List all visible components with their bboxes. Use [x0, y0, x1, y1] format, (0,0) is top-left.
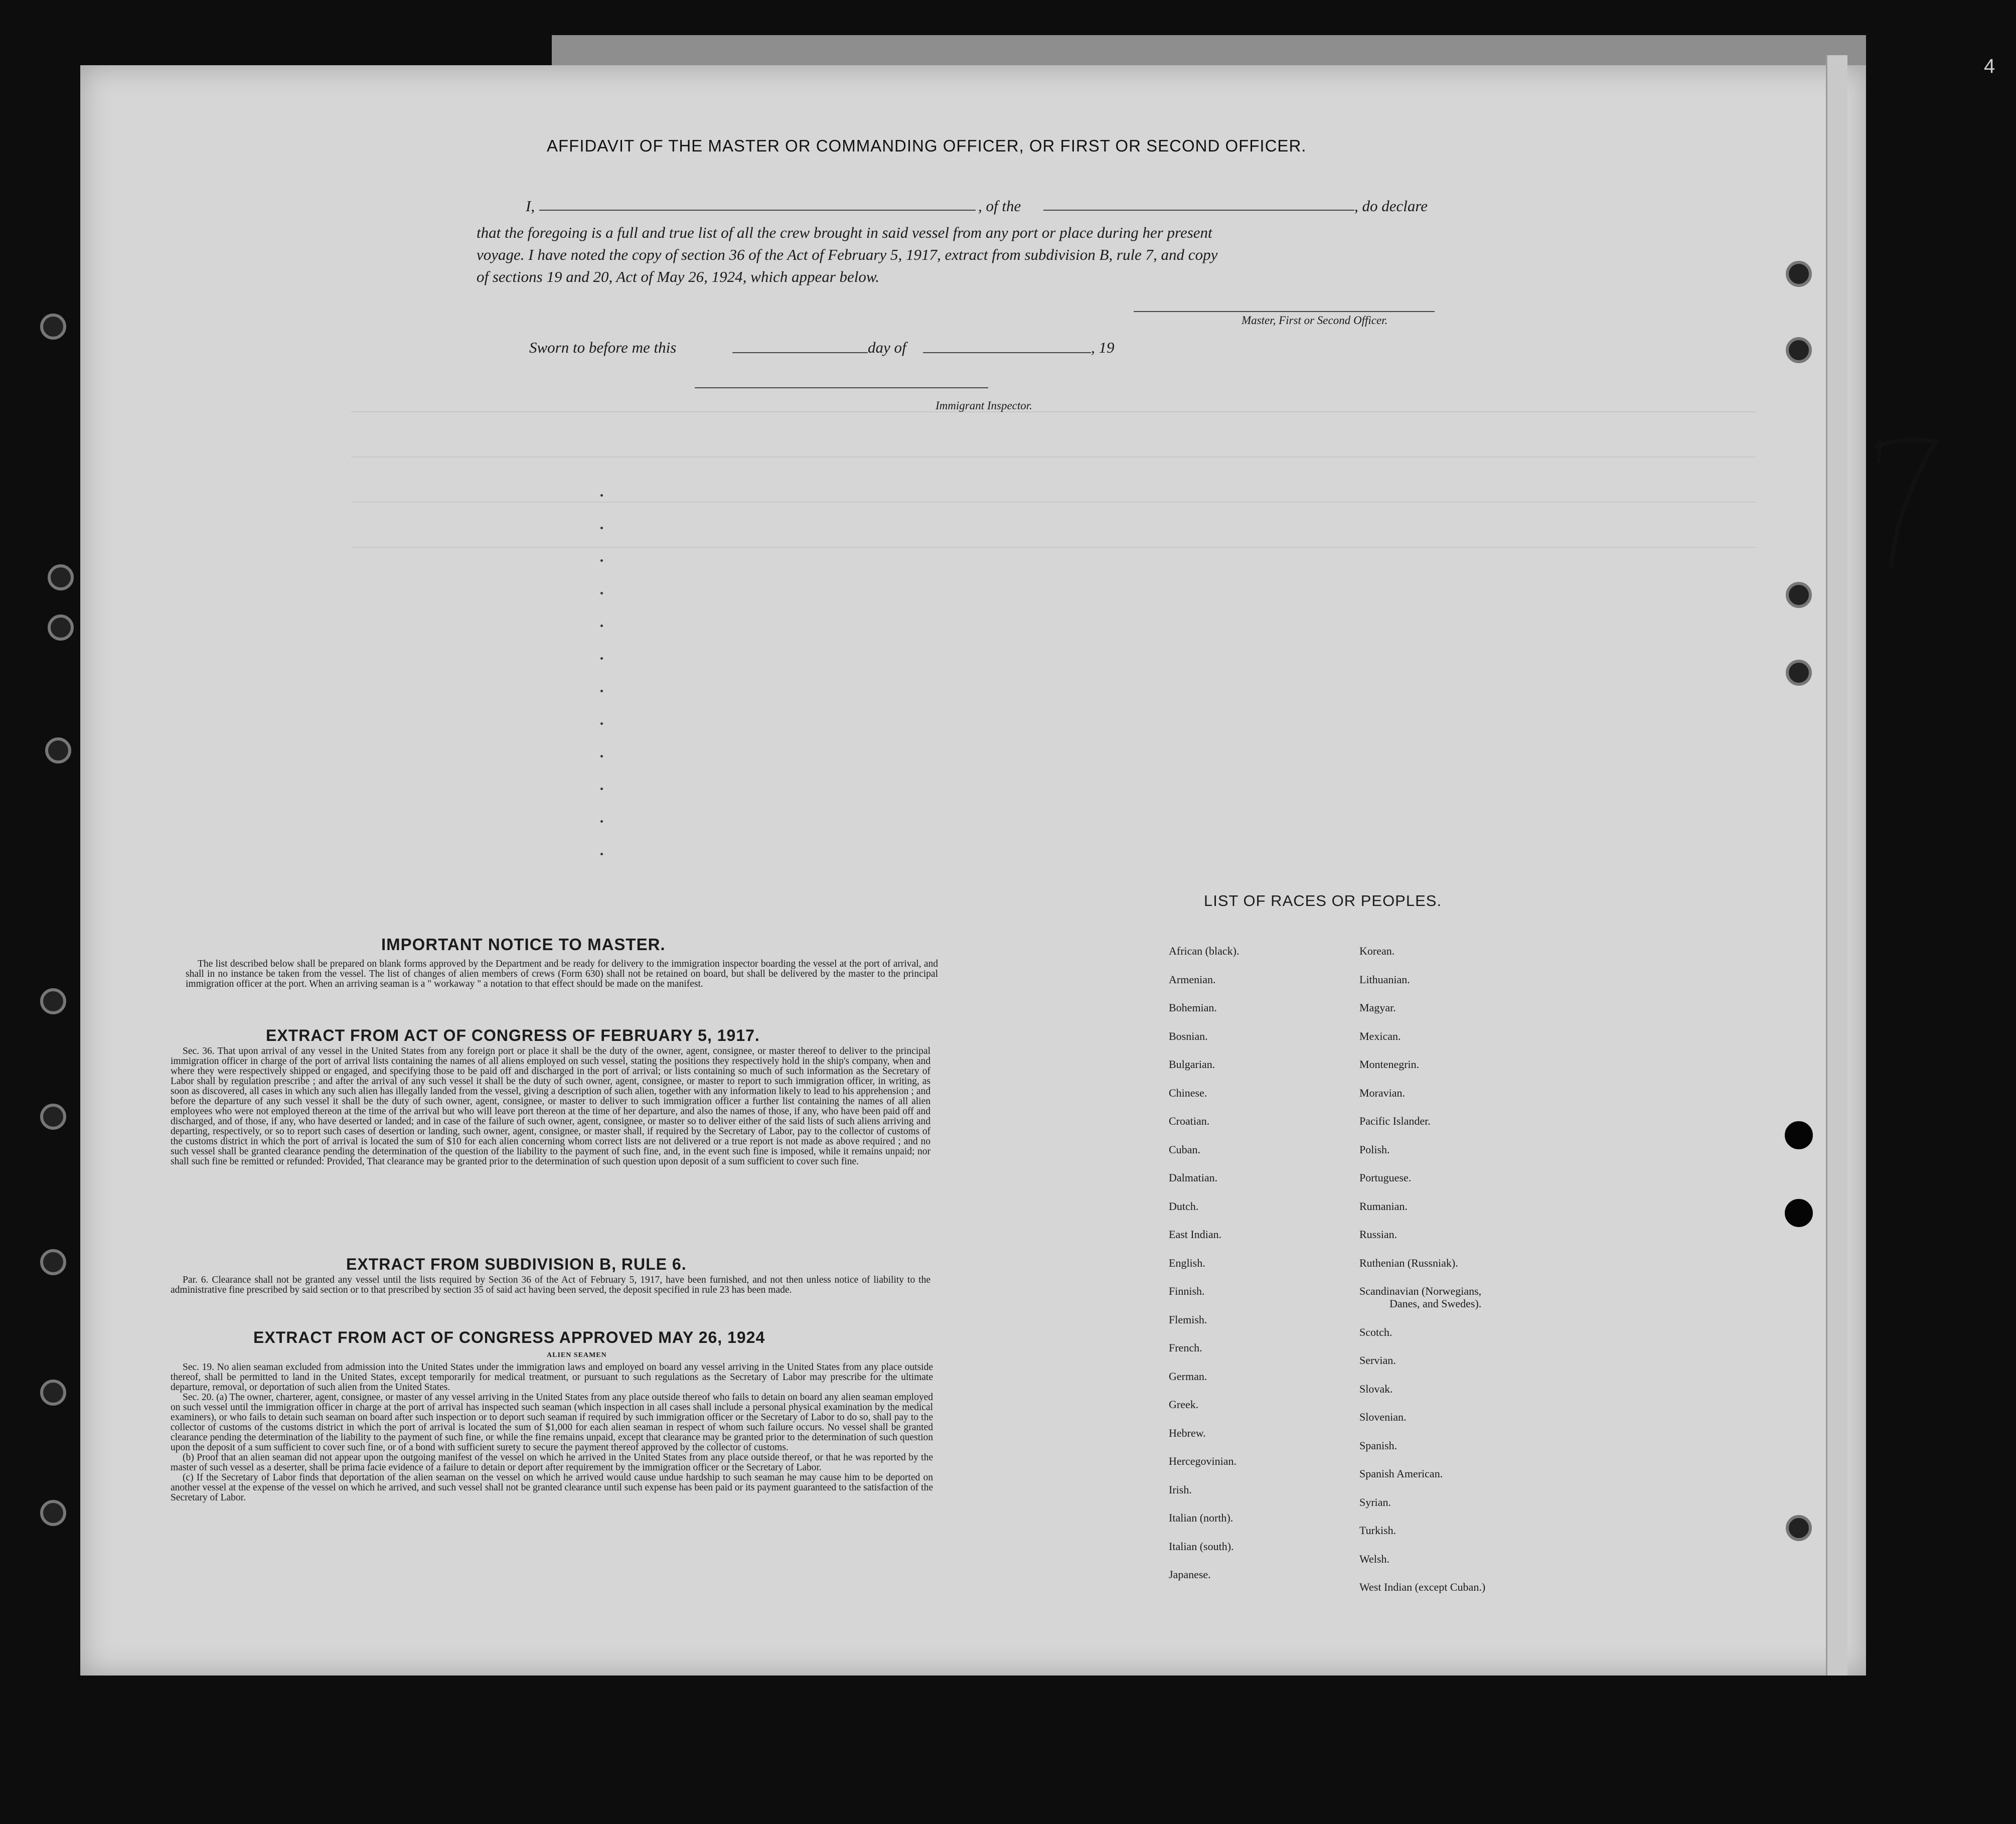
binder-hole [1786, 582, 1812, 608]
race-right-item: Scandinavian (Norwegians, [1359, 1285, 1482, 1297]
race-left-item: Hercegovinian. [1169, 1455, 1236, 1467]
races-title: LIST OF RACES OR PEOPLES. [1204, 892, 1442, 909]
binder-hole [48, 564, 74, 590]
race-right-item: Slovenian. [1359, 1411, 1407, 1424]
race-left-item: Bohemian. [1169, 1001, 1217, 1014]
race-left-item: English. [1169, 1256, 1205, 1269]
ditto-dot [600, 853, 603, 855]
race-right-item: Syrian. [1359, 1495, 1391, 1508]
race-left-item: Flemish. [1169, 1313, 1207, 1326]
race-right-item: Montenegrin. [1359, 1058, 1420, 1071]
race-right-item: Turkish. [1359, 1524, 1397, 1537]
ditto-dot [600, 657, 603, 660]
sworn-label: Sworn to before me this [529, 339, 677, 356]
binder-hole [40, 314, 66, 340]
race-left-item: Chinese. [1169, 1086, 1207, 1099]
race-right-item: Lithuanian. [1359, 973, 1410, 986]
sec-19-paragraph: Sec. 19. No alien seaman excluded from admission into the United States under the immigration laws and employed on board any vessel arriving in the United States from any place outside thereof, shall be permitted to land in the United States, except temporarily for medical treatment, or pursuant to such regulations as the Secretary of Labor may prescribe for the ultimate departure, removal, or deportation of such alien from the United States. [171, 1362, 933, 1393]
race-right-item: Polish. [1359, 1143, 1390, 1156]
ditto-dot [600, 690, 603, 692]
inspector-signature-line [695, 387, 988, 388]
binder-hole [40, 1500, 66, 1526]
race-right-item: Danes, and Swedes). [1389, 1297, 1482, 1310]
affidavit-title: AFFIDAVIT OF THE MASTER OR COMMANDING OFFICER, OR FIRST OR SECOND OFFICER. [547, 136, 1307, 155]
race-right-item: Ruthenian (Russniak). [1359, 1256, 1458, 1269]
race-left-item: Armenian. [1169, 973, 1216, 986]
sec-20c-paragraph: (c) If the Secretary of Labor finds that deportation of the alien seaman on the vessel on which he arrived would cause undue hardship to such seaman he may cause him to be deported on another vessel at the expense of the vessel on which he arrived, and such vessel shall not be granted clearance until such expense has been paid or its payment guaranteed to the satisfaction of the Secretary of Labor. [171, 1472, 933, 1503]
sheet-edge [1826, 55, 1847, 1676]
ditto-dot [600, 527, 603, 529]
alien-seamen-subtitle: ALIEN SEAMEN [547, 1351, 607, 1359]
race-right-item: Spanish American. [1359, 1467, 1443, 1480]
binder-hole [45, 737, 71, 764]
binder-hole [1786, 337, 1812, 363]
race-left-item: Dutch. [1169, 1199, 1199, 1212]
handwritten-number-seven [1866, 426, 1946, 577]
sworn-month-blank [923, 352, 1091, 353]
extract-rule6-body [171, 1275, 931, 1295]
affidavit-of-the-label: , of the [978, 197, 1021, 215]
sworn-day-blank [732, 352, 868, 353]
ditto-dot [600, 820, 603, 823]
binder-hole [40, 1380, 66, 1406]
race-left-item: East Indian. [1169, 1228, 1222, 1241]
race-left-item: Finnish. [1169, 1285, 1205, 1297]
extract-rule6-title: EXTRACT FROM SUBDIVISION B, RULE 6. [346, 1255, 687, 1273]
race-left-item: Dalmatian. [1169, 1171, 1218, 1184]
extract-1917-title: EXTRACT FROM ACT OF CONGRESS OF FEBRUARY 5, 1917. [266, 1026, 760, 1044]
ditto-dot [600, 592, 603, 594]
race-right-item: Scotch. [1359, 1325, 1392, 1338]
affidavit-line-2: that the foregoing is a full and true list of all the crew brought in said vessel from any port or place during her present [477, 224, 1212, 241]
inspector-caption: Immigrant Inspector. [936, 399, 1032, 412]
binder-hole [1785, 1121, 1813, 1149]
ditto-dot [600, 755, 603, 757]
race-right-item: Welsh. [1359, 1552, 1389, 1565]
race-right-item: Spanish. [1359, 1439, 1398, 1452]
ditto-dot [600, 722, 603, 725]
race-left-item: French. [1169, 1341, 1202, 1354]
race-left-item: Croatian. [1169, 1115, 1210, 1127]
vessel-blank [1043, 210, 1354, 211]
year-label: , 19 [1091, 339, 1115, 356]
race-left-item: Hebrew. [1169, 1426, 1206, 1439]
race-right-item: West Indian (except Cuban.) [1359, 1581, 1486, 1594]
affidavit-line-4: of sections 19 and 20, Act of May 26, 1924, which appear below. [477, 268, 880, 285]
extract-1924-title: EXTRACT FROM ACT OF CONGRESS APPROVED MAY 26, 1924 [253, 1328, 765, 1346]
bleed-through-lines [351, 411, 1756, 913]
ditto-dot [600, 494, 603, 497]
ditto-dot [600, 559, 603, 562]
race-left-item: Greek. [1169, 1398, 1199, 1411]
notice-title: IMPORTANT NOTICE TO MASTER. [381, 935, 666, 954]
ditto-dot [600, 788, 603, 790]
race-left-item: Bosnian. [1169, 1029, 1208, 1042]
race-right-item: Rumanian. [1359, 1199, 1408, 1212]
race-right-item: Russian. [1359, 1228, 1398, 1241]
binder-hole [1786, 261, 1812, 287]
race-left-item: Italian (north). [1169, 1511, 1233, 1524]
race-left-item: Japanese. [1169, 1568, 1211, 1581]
binder-hole [40, 1104, 66, 1130]
par-6-paragraph: Par. 6. Clearance shall not be granted any vessel until the lists required by Section 36 of the Act of February 5, 1917, have been furnished, and not then unless notice of liability to the administrative fine prescribed by said section or to that prescribed by section 35 of said act having been served, the deposit specified in rule 23 has been made. [171, 1275, 931, 1295]
binder-hole [1785, 1199, 1813, 1227]
race-right-item: Pacific Islander. [1359, 1115, 1431, 1127]
extract-1924-body [171, 1362, 933, 1503]
race-left-item: Italian (south). [1169, 1540, 1234, 1553]
master-signature-caption: Master, First or Second Officer. [1242, 314, 1388, 327]
binder-hole [40, 988, 66, 1014]
race-right-item: Moravian. [1359, 1086, 1406, 1099]
race-left-item: German. [1169, 1370, 1207, 1383]
notice-body [186, 959, 938, 989]
race-right-item: Mexican. [1359, 1029, 1401, 1042]
day-of-label: day of [868, 339, 906, 356]
race-right-item: Portuguese. [1359, 1171, 1412, 1184]
race-left-item: Cuban. [1169, 1143, 1200, 1156]
binder-hole [1786, 1515, 1812, 1541]
affidavit-line-3: voyage. I have noted the copy of section 36 of the Act of February 5, 1917, extract from subdivision B, rule 7, and copy [477, 246, 1218, 263]
race-left-item: African (black). [1169, 945, 1239, 957]
notice-paragraph: The list described below shall be prepared on blank forms approved by the Department and be ready for delivery to the immigration inspector boarding the vessel at the port of arrival, and shall in no instance be taken from the vessel. The list of changes of alien members of crews (Form 630) shall not be retained on board, but shall be delivered by the master to the principal immigration officer at the port. When an arriving seaman is a " workaway " a notation to that effect should be made on the manifest. [186, 959, 938, 989]
master-signature-line [1134, 311, 1435, 312]
race-left-item: Irish. [1169, 1483, 1192, 1496]
affidavit-i-label: I, [526, 197, 535, 215]
race-right-item: Servian. [1359, 1354, 1396, 1367]
race-right-item: Korean. [1359, 945, 1395, 957]
binder-hole [48, 615, 74, 641]
race-right-item: Magyar. [1359, 1001, 1396, 1014]
affidavit-declare-label: , do declare [1354, 197, 1428, 215]
race-left-item: Bulgarian. [1169, 1058, 1215, 1071]
sec-20a-paragraph: Sec. 20. (a) The owner, charterer, agent, consignee, or master of any vessel arriving in the United States from any place outside thereof who fails to detain on board any alien seaman employed on such vessel until the immigration officer in charge at the port of arrival has inspected such seaman (which inspection in all cases shall include a personal physical examination by the medical examiners), or who fails to detain such seaman on board after such inspection or to deport such seaman if required by such immigration officer or the Secretary of Labor to do so, shall pay to the collector of customs of the customs district in which the port of arrival is located the sum of $1,000 for each alien seaman in respect of whom such failure occurs. No vessel shall be granted clearance pending the determination of the liability to the payment of such fine, or while the fine remains unpaid, except that clearance may be granted prior to the determination of such question upon the deposit of a sum sufficient to cover such fine, or of a bond with sufficient surety to secure the payment thereof approved by the collector of customs. [171, 1392, 933, 1453]
binder-hole [40, 1249, 66, 1275]
ditto-dot [600, 625, 603, 627]
race-right-item: Slovak. [1359, 1382, 1393, 1395]
corner-number: 4 [1984, 55, 1995, 77]
binder-hole [1786, 660, 1812, 686]
name-blank [539, 210, 976, 211]
sec-36-paragraph: Sec. 36. That upon arrival of any vessel in the United States from any foreign port or place it shall be the duty of the owner, agent, consignee, or master thereof to deliver to the principal immigration officer in charge of the port of arrival lists containing the names of all aliens employed on such vessel, stating the positions they respectively hold in the ship's company, when and where they were respectively shipped or engaged, and specifying those to be paid off and discharged in the port of arrival; or lists containing so much of such information as the Secretary of Labor shall by regulation prescribe ; and after the arrival of any such vessel it shall be the duty of such owner, agent, consignee, or master to report to such immigration officer, in writing, as soon as discovered, all cases in which any such alien has illegally landed from the vessel, giving a description of such alien, together with any information likely to lead to his apprehension ; and before the departure of any such vessel it shall be the duty of such owner, agent, consignee, or master to deliver to such immigration officer a further list containing the names of all alien employees who were not employed thereon at the time of the arrival but who will leave port thereon at the time of her departure, and also the names of those, if any, who have been paid off and discharged, and of those, if any, who have deserted or landed; and in case of the failure of such owner, agent, consignee, or master so to deliver either of the said lists of such aliens arriving and departing, respectively, or so to report such cases of desertion or landing, such owner, agent, consignee, or master shall, if required by the Secretary of Labor, pay to the collector of customs of the customs district in which the port of arrival is located the sum of $10 for each alien concerning whom correct lists are not delivered or a true report is not made as above required ; and no such vessel shall be granted clearance pending the determination of the question of the liability to the payment of such fine, and, in the event such fine is imposed, while it remains unpaid; nor shall such fine be remitted or refunded: Provided, That clearance may be granted prior to the determination of such question upon deposit of a sum sufficient to cover such fine. [171, 1046, 931, 1167]
sec-20b-paragraph: (b) Proof that an alien seaman did not appear upon the outgoing manifest of the vessel on which he arrived in the United States from any place outside thereof, or that he was reported by the master of such vessel as a deserter, shall be prima facie evidence of a failure to detain or deport after requirement by the immigration officer or the Secretary of Labor. [171, 1452, 933, 1473]
extract-1917-body [171, 1046, 931, 1167]
